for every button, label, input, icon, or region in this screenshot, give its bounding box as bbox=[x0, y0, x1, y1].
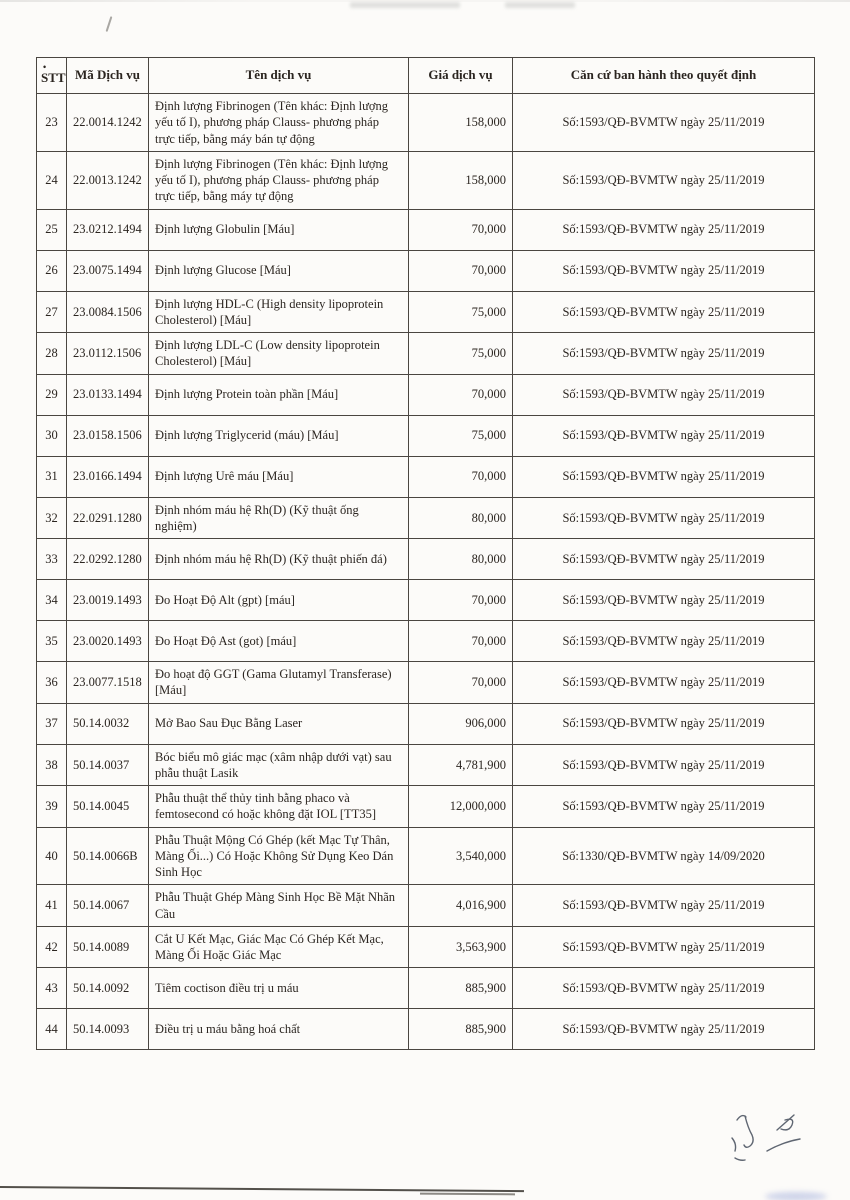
faded-header-text-artifact bbox=[350, 2, 460, 8]
stt-cell: 25 bbox=[37, 209, 67, 250]
decision-basis-cell: Số:1593/QĐ-BVMTW ngày 25/11/2019 bbox=[513, 456, 815, 497]
handwritten-signature-marks bbox=[705, 1100, 825, 1180]
ink-bleed-smudge bbox=[765, 1192, 827, 1200]
service-code-cell: 22.0291.1280 bbox=[67, 497, 149, 539]
service-name-cell: Định lượng Glucose [Máu] bbox=[149, 250, 409, 291]
stt-cell: 30 bbox=[37, 415, 67, 456]
column-header-code: Mã Dịch vụ bbox=[67, 58, 149, 94]
table-row bbox=[37, 497, 815, 539]
table-row bbox=[37, 926, 815, 968]
decision-basis-cell: Số:1593/QĐ-BVMTW ngày 25/11/2019 bbox=[513, 926, 815, 968]
stray-dot-mark: • bbox=[43, 61, 47, 72]
stt-cell: 41 bbox=[37, 885, 67, 927]
column-header-name: Tên dịch vụ bbox=[149, 58, 409, 94]
service-price-cell: 70,000 bbox=[409, 662, 513, 704]
service-price-table bbox=[36, 57, 815, 1050]
service-price-cell: 906,000 bbox=[409, 703, 513, 744]
stt-cell: 24 bbox=[37, 151, 67, 209]
service-code-cell: 23.0112.1506 bbox=[67, 333, 149, 375]
decision-basis-cell: Số:1593/QĐ-BVMTW ngày 25/11/2019 bbox=[513, 209, 815, 250]
decision-basis-cell: Số:1593/QĐ-BVMTW ngày 25/11/2019 bbox=[513, 786, 815, 828]
service-code-cell: 50.14.0066B bbox=[67, 827, 149, 885]
stt-cell: 23 bbox=[37, 94, 67, 152]
stt-cell: 42 bbox=[37, 926, 67, 968]
service-code-cell: 23.0020.1493 bbox=[67, 621, 149, 662]
table-header-row bbox=[37, 58, 815, 94]
service-name-cell: Định lượng HDL-C (High density lipoprotein Cholesterol) [Máu] bbox=[149, 291, 409, 333]
table-row bbox=[37, 662, 815, 704]
service-name-cell: Đo Hoạt Độ Alt (gpt) [máu] bbox=[149, 580, 409, 621]
decision-basis-cell: Số:1593/QĐ-BVMTW ngày 25/11/2019 bbox=[513, 333, 815, 375]
service-price-cell: 80,000 bbox=[409, 497, 513, 539]
service-price-cell: 4,016,900 bbox=[409, 885, 513, 927]
service-name-cell: Mở Bao Sau Đục Bằng Laser bbox=[149, 703, 409, 744]
decision-basis-cell: Số:1593/QĐ-BVMTW ngày 25/11/2019 bbox=[513, 415, 815, 456]
decision-basis-cell: Số:1593/QĐ-BVMTW ngày 25/11/2019 bbox=[513, 497, 815, 539]
faded-header-text-artifact bbox=[505, 2, 575, 8]
service-price-cell: 70,000 bbox=[409, 580, 513, 621]
service-price-cell: 75,000 bbox=[409, 333, 513, 375]
service-price-cell: 75,000 bbox=[409, 291, 513, 333]
decision-basis-cell: Số:1593/QĐ-BVMTW ngày 25/11/2019 bbox=[513, 662, 815, 704]
stt-cell: 31 bbox=[37, 456, 67, 497]
stt-cell: 36 bbox=[37, 662, 67, 704]
decision-basis-cell: Số:1593/QĐ-BVMTW ngày 25/11/2019 bbox=[513, 94, 815, 152]
service-name-cell: Định lượng Globulin [Máu] bbox=[149, 209, 409, 250]
service-price-cell: 158,000 bbox=[409, 94, 513, 152]
table-row bbox=[37, 621, 815, 662]
service-price-cell: 885,900 bbox=[409, 1009, 513, 1050]
service-price-cell: 3,540,000 bbox=[409, 827, 513, 885]
stt-cell: 43 bbox=[37, 968, 67, 1009]
service-price-cell: 70,000 bbox=[409, 621, 513, 662]
table-header bbox=[37, 58, 815, 94]
decision-basis-cell: Số:1593/QĐ-BVMTW ngày 25/11/2019 bbox=[513, 621, 815, 662]
table-row bbox=[37, 333, 815, 375]
service-price-cell: 12,000,000 bbox=[409, 786, 513, 828]
table-row bbox=[37, 539, 815, 580]
decision-basis-cell: Số:1593/QĐ-BVMTW ngày 25/11/2019 bbox=[513, 885, 815, 927]
service-code-cell: 50.14.0032 bbox=[67, 703, 149, 744]
stt-cell: 35 bbox=[37, 621, 67, 662]
decision-basis-cell: Số:1330/QĐ-BVMTW ngày 14/09/2020 bbox=[513, 827, 815, 885]
table-row bbox=[37, 456, 815, 497]
pen-mark-artifact bbox=[106, 16, 112, 32]
service-name-cell: Phẫu Thuật Ghép Màng Sinh Học Bề Mặt Nhãn Cầu bbox=[149, 885, 409, 927]
table-row bbox=[37, 250, 815, 291]
service-name-cell: Định lượng Fibrinogen (Tên khác: Định lượng yếu tố I), phương pháp Clauss- phương pháp trực tiếp, bằng máy tự động bbox=[149, 151, 409, 209]
stt-cell: 38 bbox=[37, 744, 67, 786]
service-name-cell: Định nhóm máu hệ Rh(D) (Kỹ thuật phiến đá) bbox=[149, 539, 409, 580]
table-row bbox=[37, 94, 815, 152]
decision-basis-cell: Số:1593/QĐ-BVMTW ngày 25/11/2019 bbox=[513, 703, 815, 744]
column-header-stt: • STT bbox=[37, 58, 67, 94]
stt-cell: 44 bbox=[37, 1009, 67, 1050]
table-row bbox=[37, 885, 815, 927]
table-body bbox=[37, 94, 815, 1050]
service-code-cell: 50.14.0037 bbox=[67, 744, 149, 786]
table-row bbox=[37, 968, 815, 1009]
service-name-cell: Đo Hoạt Độ Ast (got) [máu] bbox=[149, 621, 409, 662]
service-code-cell: 23.0019.1493 bbox=[67, 580, 149, 621]
service-name-cell: Định lượng Urê máu [Máu] bbox=[149, 456, 409, 497]
stt-cell: 26 bbox=[37, 250, 67, 291]
table-row bbox=[37, 291, 815, 333]
service-code-cell: 23.0084.1506 bbox=[67, 291, 149, 333]
table-row bbox=[37, 209, 815, 250]
stt-cell: 28 bbox=[37, 333, 67, 375]
service-price-cell: 885,900 bbox=[409, 968, 513, 1009]
column-header-basis: Căn cứ ban hành theo quyết định bbox=[513, 58, 815, 94]
decision-basis-cell: Số:1593/QĐ-BVMTW ngày 25/11/2019 bbox=[513, 744, 815, 786]
scan-fold-line bbox=[0, 1186, 524, 1192]
table-row bbox=[37, 744, 815, 786]
service-code-cell: 23.0158.1506 bbox=[67, 415, 149, 456]
service-code-cell: 23.0212.1494 bbox=[67, 209, 149, 250]
decision-basis-cell: Số:1593/QĐ-BVMTW ngày 25/11/2019 bbox=[513, 250, 815, 291]
service-price-cell: 75,000 bbox=[409, 415, 513, 456]
service-name-cell: Phẫu Thuật Mộng Có Ghép (kết Mạc Tự Thân, Màng Ối...) Có Hoặc Không Sử Dụng Keo Dán Sinh Học bbox=[149, 827, 409, 885]
service-price-cell: 3,563,900 bbox=[409, 926, 513, 968]
table-row bbox=[37, 786, 815, 828]
service-code-cell: 23.0133.1494 bbox=[67, 374, 149, 415]
stt-cell: 27 bbox=[37, 291, 67, 333]
table-row bbox=[37, 151, 815, 209]
stt-cell: 32 bbox=[37, 497, 67, 539]
service-price-cell: 80,000 bbox=[409, 539, 513, 580]
table-row bbox=[37, 1009, 815, 1050]
service-name-cell: Tiêm coctison điều trị u máu bbox=[149, 968, 409, 1009]
decision-basis-cell: Số:1593/QĐ-BVMTW ngày 25/11/2019 bbox=[513, 1009, 815, 1050]
service-code-cell: 50.14.0092 bbox=[67, 968, 149, 1009]
service-code-cell: 23.0166.1494 bbox=[67, 456, 149, 497]
service-name-cell: Điều trị u máu bằng hoá chất bbox=[149, 1009, 409, 1050]
service-name-cell: Cắt U Kết Mạc, Giác Mạc Có Ghép Kết Mạc, Màng Ối Hoặc Giác Mạc bbox=[149, 926, 409, 968]
column-header-price: Giá dịch vụ bbox=[409, 58, 513, 94]
service-code-cell: 50.14.0067 bbox=[67, 885, 149, 927]
service-name-cell: Đo hoạt độ GGT (Gama Glutamyl Transferase) [Máu] bbox=[149, 662, 409, 704]
table-row bbox=[37, 580, 815, 621]
service-code-cell: 50.14.0093 bbox=[67, 1009, 149, 1050]
stt-cell: 34 bbox=[37, 580, 67, 621]
service-price-cell: 158,000 bbox=[409, 151, 513, 209]
service-price-cell: 70,000 bbox=[409, 250, 513, 291]
stt-cell: 40 bbox=[37, 827, 67, 885]
service-price-cell: 70,000 bbox=[409, 456, 513, 497]
stt-cell: 29 bbox=[37, 374, 67, 415]
service-name-cell: Định lượng LDL-C (Low density lipoprotein Cholesterol) [Máu] bbox=[149, 333, 409, 375]
service-code-cell: 50.14.0045 bbox=[67, 786, 149, 828]
service-price-cell: 4,781,900 bbox=[409, 744, 513, 786]
decision-basis-cell: Số:1593/QĐ-BVMTW ngày 25/11/2019 bbox=[513, 151, 815, 209]
decision-basis-cell: Số:1593/QĐ-BVMTW ngày 25/11/2019 bbox=[513, 968, 815, 1009]
service-code-cell: 23.0075.1494 bbox=[67, 250, 149, 291]
service-name-cell: Định lượng Protein toàn phần [Máu] bbox=[149, 374, 409, 415]
scan-fold-line-fade bbox=[420, 1193, 515, 1195]
service-name-cell: Định nhóm máu hệ Rh(D) (Kỹ thuật ống nghiệm) bbox=[149, 497, 409, 539]
decision-basis-cell: Số:1593/QĐ-BVMTW ngày 25/11/2019 bbox=[513, 374, 815, 415]
service-code-cell: 22.0292.1280 bbox=[67, 539, 149, 580]
service-price-cell: 70,000 bbox=[409, 374, 513, 415]
decision-basis-cell: Số:1593/QĐ-BVMTW ngày 25/11/2019 bbox=[513, 580, 815, 621]
decision-basis-cell: Số:1593/QĐ-BVMTW ngày 25/11/2019 bbox=[513, 539, 815, 580]
service-code-cell: 23.0077.1518 bbox=[67, 662, 149, 704]
service-name-cell: Định lượng Fibrinogen (Tên khác: Định lượng yếu tố I), phương pháp Clauss- phương pháp trực tiếp, bằng máy bán tự động bbox=[149, 94, 409, 152]
table-row bbox=[37, 827, 815, 885]
table-row bbox=[37, 703, 815, 744]
service-code-cell: 22.0014.1242 bbox=[67, 94, 149, 152]
decision-basis-cell: Số:1593/QĐ-BVMTW ngày 25/11/2019 bbox=[513, 291, 815, 333]
service-code-cell: 50.14.0089 bbox=[67, 926, 149, 968]
stt-cell: 39 bbox=[37, 786, 67, 828]
table-row bbox=[37, 374, 815, 415]
service-price-cell: 70,000 bbox=[409, 209, 513, 250]
stt-cell: 37 bbox=[37, 703, 67, 744]
table-row bbox=[37, 415, 815, 456]
service-name-cell: Định lượng Triglycerid (máu) [Máu] bbox=[149, 415, 409, 456]
service-name-cell: Phẫu thuật thể thủy tinh bằng phaco và femtosecond có hoặc không đặt IOL [TT35] bbox=[149, 786, 409, 828]
service-name-cell: Bóc biểu mô giác mạc (xâm nhập dưới vạt) sau phẫu thuật Lasik bbox=[149, 744, 409, 786]
stt-cell: 33 bbox=[37, 539, 67, 580]
service-code-cell: 22.0013.1242 bbox=[67, 151, 149, 209]
